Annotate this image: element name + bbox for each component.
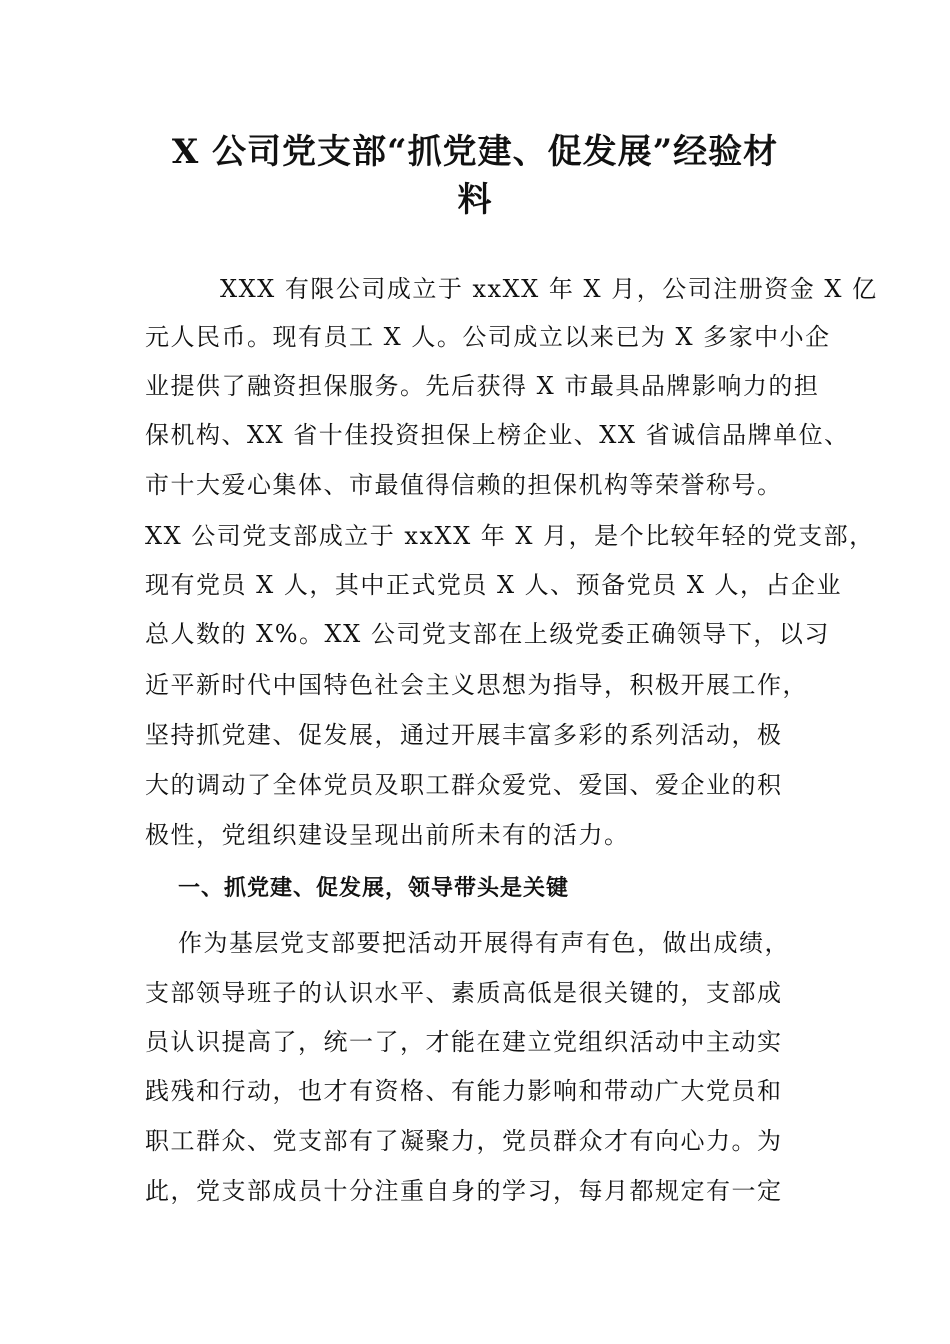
intro-line: 极性，党组织建设呈现出前所未有的活力。 bbox=[145, 821, 630, 849]
section-line: 员认识提高了，统一了，才能在建立党组织活动中主动实 bbox=[145, 1028, 783, 1056]
title-line-2: 料 bbox=[457, 180, 493, 220]
intro-line: 现有党员 X 人，其中正式党员 X 人、预备党员 X 人，占企业 bbox=[145, 571, 843, 599]
title-line-1: X 公司党支部“抓党建、促发展”经验材 bbox=[171, 132, 779, 172]
intro-line: 大的调动了全体党员及职工群众爱党、爱国、爱企业的积 bbox=[145, 771, 783, 799]
section-line: 作为基层党支部要把活动开展得有声有色，做出成绩， bbox=[178, 929, 790, 957]
intro-line: XXX 有限公司成立于 xxXX 年 X 月，公司注册资金 X 亿 bbox=[220, 275, 878, 303]
section-line: 践残和行动，也才有资格、有能力影响和带动广大党员和 bbox=[145, 1077, 783, 1105]
section-line: 支部领导班子的认识水平、素质高低是很关键的，支部成 bbox=[145, 979, 783, 1007]
section-heading: 一、抓党建、促发展，领导带头是关键 bbox=[178, 876, 570, 901]
document-title bbox=[145, 128, 805, 224]
intro-line: 总人数的 X%。XX 公司党支部在上级党委正确领导下，以习 bbox=[145, 620, 830, 648]
intro-line: 市十大爱心集体、市最值得信赖的担保机构等荣誉称号。 bbox=[145, 471, 783, 499]
intro-line: 元人民币。现有员工 X 人。公司成立以来已为 X 多家中小企 bbox=[145, 323, 831, 351]
intro-line: 坚持抓党建、促发展，通过开展丰富多彩的系列活动，极 bbox=[145, 721, 783, 749]
section-line: 此，党支部成员十分注重自身的学习，每月都规定有一定 bbox=[145, 1177, 783, 1205]
intro-line: XX 公司党支部成立于 xxXX 年 X 月，是个比较年轻的党支部， bbox=[145, 522, 875, 550]
section-line: 职工群众、党支部有了凝聚力，党员群众才有向心力。为 bbox=[145, 1127, 783, 1155]
intro-line: 保机构、XX 省十佳投资担保上榜企业、XX 省诚信品牌单位、 bbox=[145, 421, 850, 449]
intro-line: 近平新时代中国特色社会主义思想为指导，积极开展工作， bbox=[145, 671, 808, 699]
intro-line: 业提供了融资担保服务。先后获得 X 市最具品牌影响力的担 bbox=[145, 372, 820, 400]
